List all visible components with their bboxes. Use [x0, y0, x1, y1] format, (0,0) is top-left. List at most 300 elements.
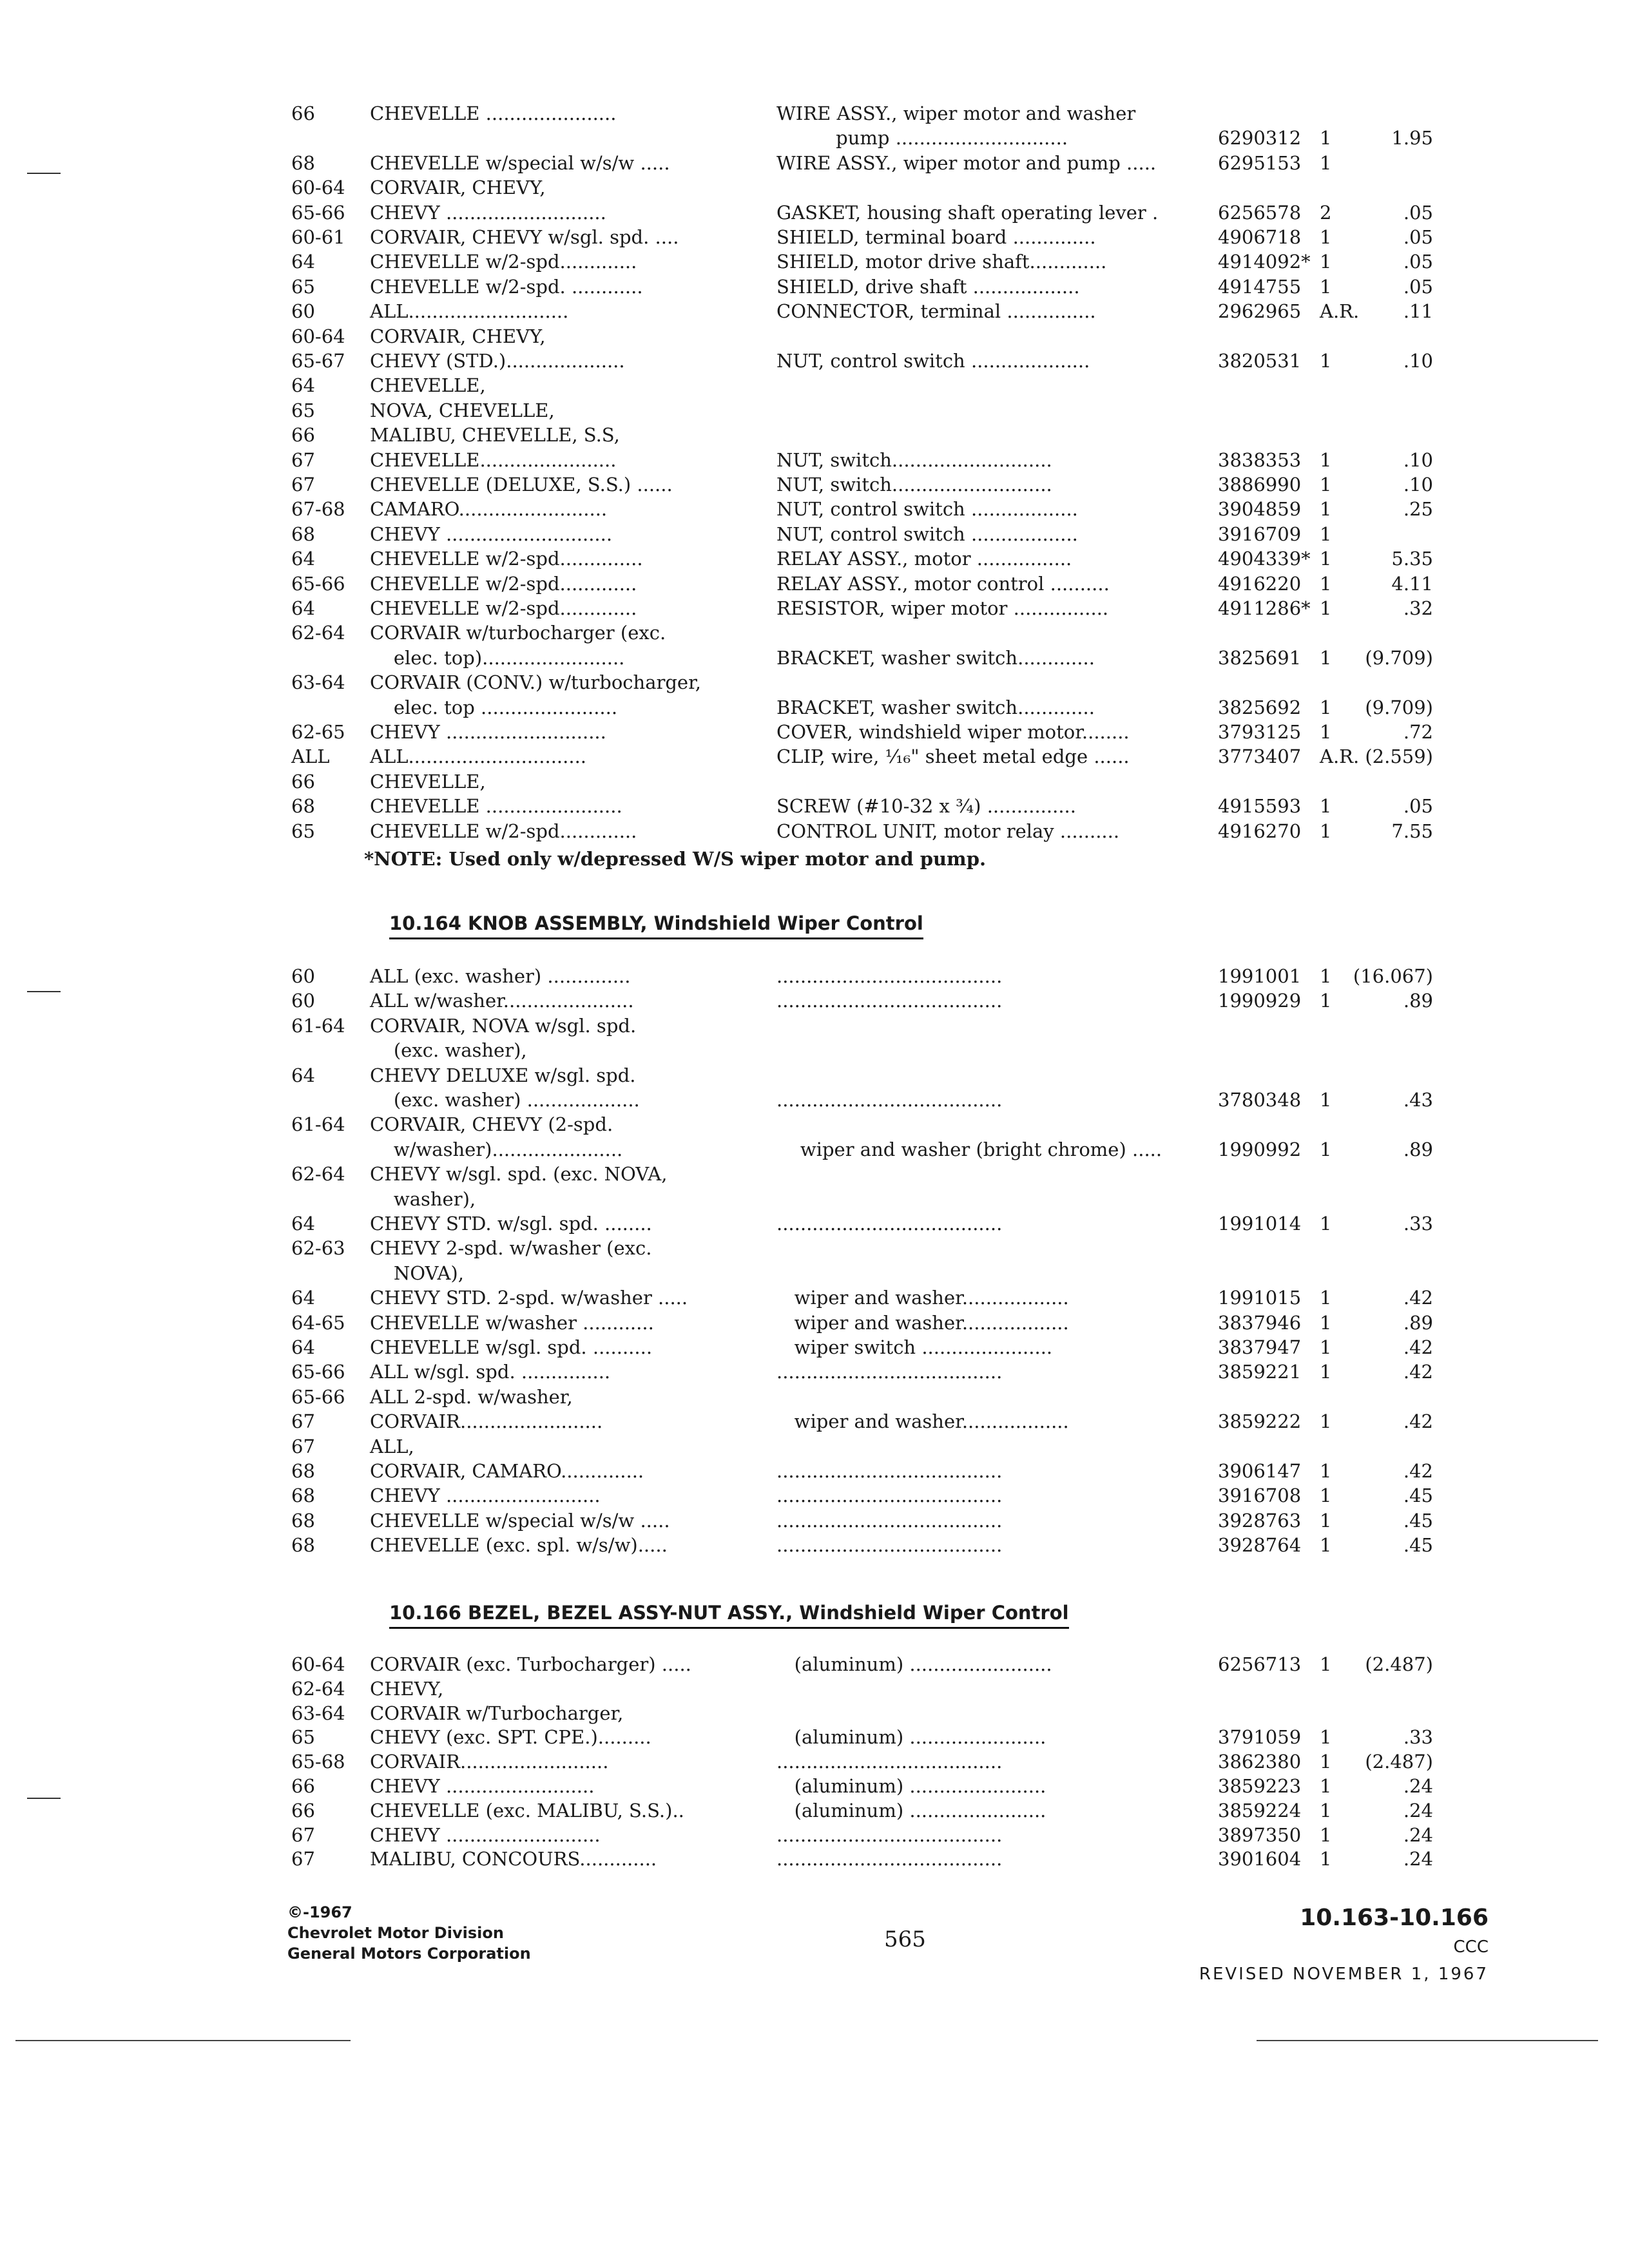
price-cell: (9.709) [1365, 646, 1433, 669]
quantity-cell: 1 [1320, 1410, 1332, 1433]
year-cell: 67 [291, 1823, 315, 1846]
model-cell: ALL w/sgl. spd. ............... [370, 1361, 611, 1383]
table-row [0, 249, 1629, 274]
model-cell: CORVAIR (CONV.) w/turbocharger, [370, 671, 701, 694]
year-cell: 63-64 [291, 671, 345, 694]
model-cell: CORVAIR, CHEVY, [370, 177, 546, 199]
model-cell: CHEVELLE w/2-spd.............. [370, 548, 643, 570]
year-cell: 64 [291, 1213, 315, 1235]
price-cell: .10 [1403, 448, 1433, 471]
quantity-cell: 1 [1320, 965, 1332, 987]
year-cell: 62-64 [291, 622, 345, 644]
year-cell: 64 [291, 374, 315, 397]
model-cell: CHEVY w/sgl. spd. (exc. NOVA, [370, 1163, 668, 1186]
year-cell: 67-68 [291, 498, 345, 521]
price-cell: (9.709) [1365, 696, 1433, 718]
quantity-cell: 1 [1320, 350, 1332, 372]
quantity-cell: 1 [1320, 1336, 1332, 1358]
description-cell: RELAY ASSY., motor control .......... [776, 572, 1110, 595]
model-cell: CHEVELLE w/2-spd............. [370, 820, 637, 842]
corporation-name: General Motors Corporation [287, 1945, 531, 1963]
year-cell: 66 [291, 424, 315, 447]
part-number-cell: 1990929 [1218, 990, 1302, 1012]
quantity-cell: 1 [1320, 1287, 1332, 1309]
quantity-cell: 1 [1320, 820, 1332, 842]
table-row [0, 769, 1629, 794]
footnote: *NOTE: Used only w/depressed W/S wiper motor and pump. [364, 848, 987, 870]
quantity-cell: 1 [1320, 1485, 1332, 1507]
description-cell: WIRE ASSY., wiper motor and washer [776, 102, 1136, 124]
table-row [0, 472, 1629, 497]
margin-mark [27, 1798, 61, 1799]
table-row [0, 1798, 1629, 1823]
model-cell: CHEVY ........................... [370, 721, 606, 743]
year-cell: 62-64 [291, 1677, 345, 1700]
table-row [0, 1211, 1629, 1236]
bottom-rule [1257, 2040, 1598, 2041]
price-cell: .10 [1403, 474, 1433, 495]
description-cell: SHIELD, drive shaft .................. [776, 275, 1080, 298]
part-number-cell: 3859224 [1218, 1799, 1302, 1821]
table-row [0, 1111, 1629, 1137]
year-cell: 68 [291, 523, 315, 545]
model-cell: CHEVELLE w/2-spd............. [370, 251, 637, 273]
part-number-cell: 4906718 [1218, 226, 1302, 248]
model-cell: CHEVY STD. w/sgl. spd. ........ [370, 1213, 652, 1235]
part-number-cell: 3916709 [1218, 523, 1302, 545]
part-number-cell: 4914092* [1218, 251, 1311, 273]
quantity-cell: A.R. [1320, 745, 1360, 768]
table-row [0, 521, 1629, 547]
model-cell: CHEVELLE w/sgl. spd. .......... [370, 1336, 653, 1358]
price-cell: .89 [1403, 990, 1433, 1012]
year-cell: 68 [291, 1509, 315, 1532]
part-number-cell: 3825691 [1218, 646, 1302, 669]
description-cell: (aluminum) ........................ [776, 1653, 1052, 1675]
part-number-cell: 3859222 [1218, 1410, 1302, 1433]
model-cell: MALIBU, CHEVELLE, S.S, [370, 424, 620, 447]
year-cell: 64-65 [291, 1311, 345, 1334]
description-cell: (aluminum) ....................... [776, 1726, 1046, 1749]
quantity-cell: 1 [1320, 696, 1332, 718]
description-cell: ...................................... [776, 1534, 1003, 1557]
part-number-cell: 3838353 [1218, 448, 1302, 471]
year-cell: 60-64 [291, 1653, 345, 1675]
year-cell: 60-64 [291, 325, 345, 347]
model-cell: ALL (exc. washer) .............. [370, 965, 631, 987]
year-cell: 68 [291, 151, 315, 174]
table-row [0, 398, 1629, 423]
year-cell: 66 [291, 770, 315, 793]
price-cell: .42 [1403, 1361, 1433, 1383]
table-row [0, 1137, 1629, 1162]
price-cell: .05 [1403, 226, 1433, 248]
part-number-cell: 6295153 [1218, 151, 1302, 174]
price-cell: .89 [1403, 1138, 1433, 1160]
price-cell: (2.487) [1365, 1751, 1433, 1773]
quantity-cell: 1 [1320, 226, 1332, 248]
table-row [0, 150, 1629, 176]
table-row [0, 1700, 1629, 1726]
quantity-cell: 1 [1320, 1823, 1332, 1846]
year-cell: 60 [291, 300, 315, 323]
model-cell: CAMARO......................... [370, 498, 608, 521]
description-cell: ...................................... [776, 1751, 1003, 1773]
model-cell: washer), [370, 1187, 476, 1210]
model-cell: CHEVY 2-spd. w/washer (exc. [370, 1237, 652, 1260]
description-cell: RESISTOR, wiper motor ................ [776, 597, 1109, 619]
table-row [0, 1285, 1629, 1311]
year-cell: 64 [291, 1287, 315, 1309]
model-cell: ALL 2-spd. w/washer, [370, 1385, 573, 1408]
description-cell: ...................................... [776, 990, 1003, 1012]
table-row [0, 620, 1629, 646]
price-cell: .89 [1403, 1311, 1433, 1334]
revision-date: REVISED NOVEMBER 1, 1967 [1199, 1965, 1489, 1984]
table-row [0, 1651, 1629, 1677]
table-row [0, 988, 1629, 1014]
table-row [0, 1260, 1629, 1286]
description-cell: NUT, switch........................... [776, 448, 1052, 471]
price-cell: 4.11 [1391, 572, 1433, 595]
price-cell: .42 [1403, 1410, 1433, 1433]
year-cell: 62-65 [291, 721, 345, 743]
table-row [0, 571, 1629, 597]
part-number-cell: 2962965 [1218, 300, 1302, 323]
price-cell: 7.55 [1391, 820, 1433, 842]
quantity-cell: 1 [1320, 275, 1332, 298]
quantity-cell: 1 [1320, 1726, 1332, 1749]
quantity-cell: 1 [1320, 1775, 1332, 1797]
quantity-cell: 1 [1320, 251, 1332, 273]
year-cell: 64 [291, 1064, 315, 1086]
year-cell: 65-67 [291, 350, 345, 372]
table-row [0, 274, 1629, 300]
table-row [0, 645, 1629, 671]
model-cell: CHEVY STD. 2-spd. w/washer ..... [370, 1287, 688, 1309]
price-cell: .33 [1403, 1213, 1433, 1235]
model-cell: CORVAIR, NOVA w/sgl. spd. [370, 1014, 637, 1037]
copyright: ©-1967 [287, 1903, 352, 1921]
part-number-cell: 4916220 [1218, 572, 1302, 595]
quantity-cell: 1 [1320, 1653, 1332, 1675]
model-cell: CHEVELLE w/2-spd............. [370, 572, 637, 595]
model-cell: (exc. washer) ................... [370, 1089, 640, 1111]
quantity-cell: 1 [1320, 474, 1332, 495]
model-cell: CHEVY (exc. SPT. CPE.)......... [370, 1726, 651, 1749]
description-cell: (aluminum) ....................... [776, 1799, 1046, 1821]
part-number-cell: 3780348 [1218, 1089, 1302, 1111]
part-number-cell: 3837947 [1218, 1336, 1302, 1358]
model-cell: NOVA, CHEVELLE, [370, 399, 555, 421]
table-row [0, 1458, 1629, 1484]
year-cell: 65 [291, 275, 315, 298]
table-row [0, 1384, 1629, 1410]
description-cell: wiper and washer.................. [776, 1311, 1069, 1334]
year-cell: 65-66 [291, 201, 345, 224]
price-cell: .24 [1403, 1848, 1433, 1870]
price-cell: .45 [1403, 1509, 1433, 1532]
price-cell: (16.067) [1353, 965, 1433, 987]
description-cell: BRACKET, washer switch............. [776, 646, 1095, 669]
table-row [0, 1037, 1629, 1063]
table-row [0, 1676, 1629, 1702]
table-row [0, 546, 1629, 572]
table-row [0, 1724, 1629, 1750]
year-cell: 65 [291, 820, 315, 842]
quantity-cell: 1 [1320, 1361, 1332, 1383]
model-cell: elec. top ....................... [370, 696, 618, 718]
part-number-cell: 6290312 [1218, 127, 1302, 149]
price-cell: .10 [1403, 350, 1433, 372]
year-cell: 62-64 [291, 1163, 345, 1186]
year-cell: 65 [291, 399, 315, 421]
table-row [0, 348, 1629, 374]
model-cell: CHEVELLE (exc. spl. w/s/w)..... [370, 1534, 668, 1557]
description-cell: ...................................... [776, 1361, 1003, 1383]
model-cell: CORVAIR, CAMARO.............. [370, 1460, 644, 1482]
year-cell: 67 [291, 1410, 315, 1433]
table-row [0, 595, 1629, 621]
section-title-10-164: 10.164 KNOB ASSEMBLY, Windshield Wiper Control [389, 910, 923, 939]
description-cell: ...................................... [776, 1509, 1003, 1532]
model-cell: CORVAIR, CHEVY, [370, 325, 546, 347]
year-cell: 60-61 [291, 226, 345, 248]
part-number-cell: 3825692 [1218, 696, 1302, 718]
price-cell: 1.95 [1391, 127, 1433, 149]
price-cell: .42 [1403, 1460, 1433, 1482]
quantity-cell: 1 [1320, 990, 1332, 1012]
table-row [0, 1773, 1629, 1799]
year-cell: ALL [291, 745, 330, 768]
model-cell: CORVAIR, CHEVY w/sgl. spd. .... [370, 226, 679, 248]
price-cell: .24 [1403, 1823, 1433, 1846]
price-cell: .42 [1403, 1287, 1433, 1309]
year-cell: 68 [291, 1460, 315, 1482]
part-number-cell: 4911286* [1218, 597, 1311, 619]
table-row [0, 101, 1629, 126]
part-number-cell: 3928763 [1218, 1509, 1302, 1532]
description-cell: RELAY ASSY., motor ................ [776, 548, 1072, 570]
year-cell: 61-64 [291, 1113, 345, 1136]
table-row [0, 1508, 1629, 1533]
price-cell: .32 [1403, 597, 1433, 619]
table-row [0, 496, 1629, 522]
table-row [0, 200, 1629, 226]
price-cell: .24 [1403, 1799, 1433, 1821]
year-cell: 64 [291, 1336, 315, 1358]
year-cell: 67 [291, 474, 315, 495]
year-cell: 64 [291, 548, 315, 570]
model-cell: CHEVELLE w/special w/s/w ..... [370, 151, 670, 174]
quantity-cell: 1 [1320, 646, 1332, 669]
year-cell: 60-64 [291, 177, 345, 199]
year-cell: 65-66 [291, 1361, 345, 1383]
model-cell: CHEVY ........................... [370, 201, 606, 224]
year-cell: 67 [291, 1435, 315, 1457]
price-cell: .43 [1403, 1089, 1433, 1111]
section-info [1199, 1902, 1489, 1988]
table-row [0, 1334, 1629, 1360]
table-row [0, 1532, 1629, 1558]
model-cell: CHEVY ............................ [370, 523, 613, 545]
page-number: 565 [884, 1927, 926, 1952]
year-cell: 68 [291, 1534, 315, 1557]
table-row [0, 818, 1629, 844]
table-row [0, 422, 1629, 448]
part-number-cell: 3773407 [1218, 745, 1302, 768]
price-cell: .45 [1403, 1534, 1433, 1557]
model-cell: CHEVELLE ...................... [370, 102, 617, 124]
description-cell: ...................................... [776, 1485, 1003, 1507]
table-row [0, 1846, 1629, 1872]
section-title-10-166: 10.166 BEZEL, BEZEL ASSY-NUT ASSY., Windshield Wiper Control [389, 1600, 1069, 1629]
part-number-cell: 1991001 [1218, 965, 1302, 987]
price-cell: 5.35 [1391, 548, 1433, 570]
table-row [0, 793, 1629, 819]
table-row [0, 1087, 1629, 1113]
quantity-cell: 1 [1320, 1509, 1332, 1532]
price-cell: .05 [1403, 201, 1433, 224]
table-row [0, 1408, 1629, 1434]
quantity-cell: 1 [1320, 498, 1332, 521]
table-row [0, 1359, 1629, 1385]
model-cell: CORVAIR w/turbocharger (exc. [370, 622, 666, 644]
margin-mark [27, 173, 61, 174]
quantity-cell: 1 [1320, 1138, 1332, 1160]
price-cell: .33 [1403, 1726, 1433, 1749]
year-cell: 64 [291, 251, 315, 273]
part-number-cell: 3916708 [1218, 1485, 1302, 1507]
quantity-cell: 1 [1320, 448, 1332, 471]
table-row [0, 744, 1629, 769]
part-number-cell: 3897350 [1218, 1823, 1302, 1846]
model-cell: CHEVY .......................... [370, 1823, 601, 1846]
description-cell: SCREW (#10-32 x ³⁄₄) ............... [776, 795, 1076, 818]
description-cell: SHIELD, terminal board .............. [776, 226, 1096, 248]
model-cell: CORVAIR w/Turbocharger, [370, 1702, 624, 1724]
quantity-cell: 1 [1320, 1460, 1332, 1482]
description-cell: CONNECTOR, terminal ............... [776, 300, 1096, 323]
table-row [0, 669, 1629, 695]
model-cell: CHEVY (STD.).................... [370, 350, 625, 372]
table-row [0, 1483, 1629, 1508]
model-cell: CHEVELLE ....................... [370, 795, 622, 818]
price-cell: .05 [1403, 251, 1433, 273]
table-row [0, 1013, 1629, 1039]
price-cell: .45 [1403, 1485, 1433, 1507]
model-cell: CHEVELLE w/2-spd. ............ [370, 275, 643, 298]
model-cell: CHEVELLE w/2-spd............. [370, 597, 637, 619]
quantity-cell: 1 [1320, 151, 1332, 174]
year-cell: 68 [291, 795, 315, 818]
description-cell: NUT, control switch .................. [776, 498, 1078, 521]
quantity-cell: 1 [1320, 721, 1332, 743]
year-cell: 60 [291, 965, 315, 987]
description-cell: ...................................... [776, 1089, 1003, 1111]
part-number-cell: 1991015 [1218, 1287, 1302, 1309]
model-cell: CHEVELLE (DELUXE, S.S.) ...... [370, 474, 673, 495]
part-number-cell: 4916270 [1218, 820, 1302, 842]
quantity-cell: 1 [1320, 548, 1332, 570]
description-cell: ...................................... [776, 965, 1003, 987]
table-row [0, 125, 1629, 151]
part-number-cell: 3886990 [1218, 474, 1302, 495]
model-cell: ALL, [370, 1435, 414, 1457]
quantity-cell: 1 [1320, 1751, 1332, 1773]
table-row [0, 1749, 1629, 1774]
quantity-cell: 1 [1320, 1799, 1332, 1821]
table-row [0, 1822, 1629, 1848]
quantity-cell: 1 [1320, 795, 1332, 818]
part-number-cell: 4915593 [1218, 795, 1302, 818]
part-number-cell: 4914755 [1218, 275, 1302, 298]
model-cell: CORVAIR (exc. Turbocharger) ..... [370, 1653, 691, 1675]
part-number-cell: 1990992 [1218, 1138, 1302, 1160]
section-range: 10.163-10.166 [1300, 1905, 1489, 1931]
description-cell: ...................................... [776, 1460, 1003, 1482]
year-cell: 68 [291, 1485, 315, 1507]
year-cell: 61-64 [291, 1014, 345, 1037]
part-number-cell: 1991014 [1218, 1213, 1302, 1235]
table-row [0, 1186, 1629, 1212]
publisher-block [287, 1902, 531, 1964]
model-cell: CORVAIR, CHEVY (2-spd. [370, 1113, 613, 1136]
model-cell: CHEVELLE, [370, 374, 486, 397]
price-cell: .05 [1403, 275, 1433, 298]
model-cell: CHEVY DELUXE w/sgl. spd. [370, 1064, 636, 1086]
model-cell: CHEVY .......................... [370, 1485, 601, 1507]
table-row [0, 372, 1629, 398]
model-cell: CHEVELLE w/washer ............ [370, 1311, 654, 1334]
model-cell: (exc. washer), [370, 1039, 527, 1062]
part-number-cell: 3928764 [1218, 1534, 1302, 1557]
model-cell: CHEVY, [370, 1677, 444, 1700]
table-row [0, 1235, 1629, 1261]
quantity-cell: 1 [1320, 1311, 1332, 1334]
price-cell: .72 [1403, 721, 1433, 743]
quantity-cell: 1 [1320, 523, 1332, 545]
quantity-cell: A.R. [1320, 300, 1360, 323]
description-cell: wiper and washer (bright chrome) ..... [776, 1138, 1162, 1160]
year-cell: 67 [291, 1848, 315, 1870]
table-row [0, 719, 1629, 745]
description-cell: COVER, windshield wiper motor........ [776, 721, 1130, 743]
model-cell: CHEVELLE....................... [370, 448, 617, 471]
model-cell: CHEVELLE (exc. MALIBU, S.S.).. [370, 1799, 684, 1821]
year-cell: 64 [291, 597, 315, 619]
catalog-code: CCC [1453, 1937, 1489, 1957]
model-cell: ALL........................... [370, 300, 569, 323]
description-cell: NUT, control switch .................. [776, 523, 1078, 545]
table-row [0, 298, 1629, 324]
price-cell: .11 [1403, 300, 1433, 323]
price-cell: .05 [1403, 795, 1433, 818]
table-row [0, 323, 1629, 349]
model-cell: elec. top)........................ [370, 646, 625, 669]
model-cell: ALL w/washer...................... [370, 990, 634, 1012]
description-cell: CLIP, wire, ¹⁄₁₆" sheet metal edge ...... [776, 745, 1130, 768]
description-cell: wiper and washer.................. [776, 1287, 1069, 1309]
model-cell: MALIBU, CONCOURS............. [370, 1848, 657, 1870]
model-cell: CHEVELLE, [370, 770, 486, 793]
margin-mark [27, 991, 61, 992]
description-cell: (aluminum) ....................... [776, 1775, 1046, 1797]
model-cell: CHEVELLE w/special w/s/w ..... [370, 1509, 670, 1532]
model-cell: w/washer)...................... [370, 1138, 623, 1160]
description-cell: pump ............................. [776, 127, 1068, 149]
part-number-cell: 6256578 [1218, 201, 1302, 224]
